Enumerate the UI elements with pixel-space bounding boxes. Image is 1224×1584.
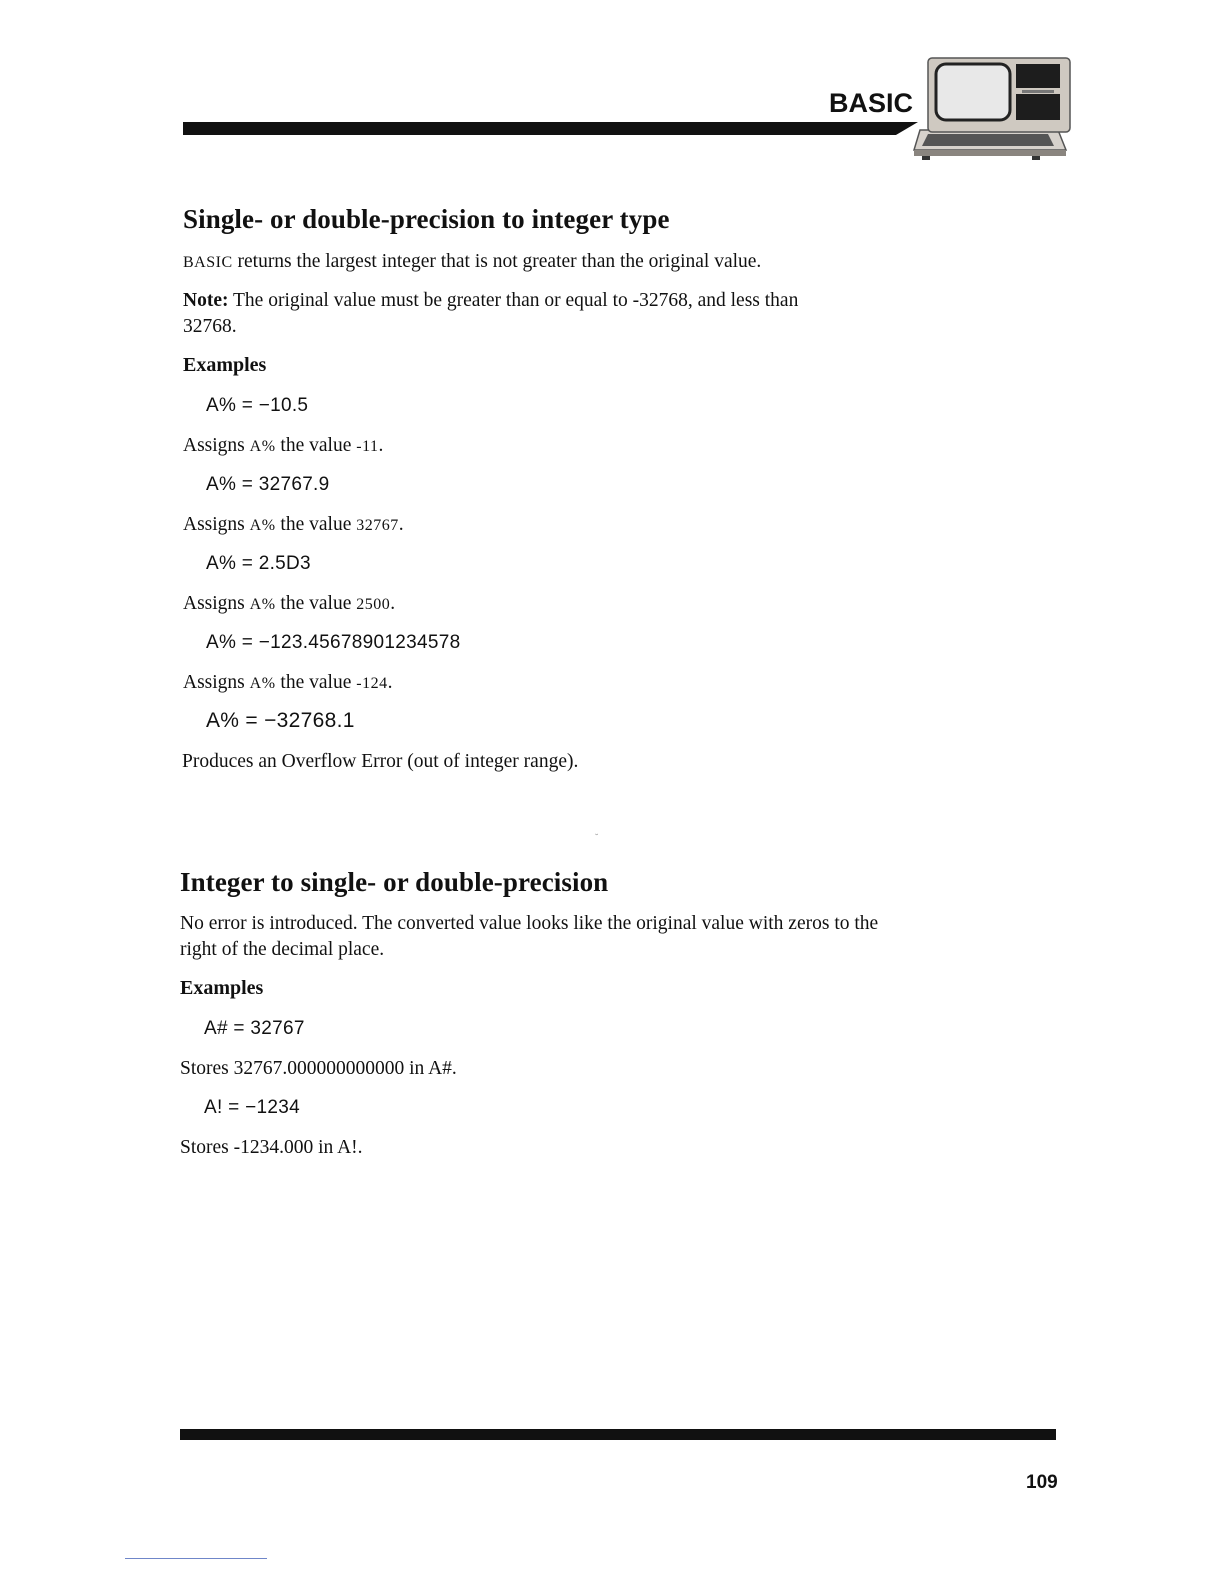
example-code: A% = −123.45678901234578 [206, 632, 461, 653]
section1-note [183, 288, 813, 340]
example-code: A% = 32767.9 [206, 474, 330, 495]
overflow-example-description: Produces an Overflow Error (out of integer range). [182, 751, 579, 772]
example-code: A# = 32767 [204, 1018, 305, 1039]
section2-intro: No error is introduced. The converted value looks like the original value with zeros to the right of the decimal place. [180, 913, 879, 960]
example-code: A% = 2.5D3 [206, 553, 311, 574]
example-description: Stores -1234.000 in A!. [180, 1137, 363, 1158]
note-text: The original value must be greater than or equal to -32768, and less than 32768. [183, 290, 799, 337]
example-description: Stores 32767.000000000000 in A#. [180, 1058, 457, 1079]
section1-intro [183, 249, 883, 276]
scan-artifact-line [125, 1558, 267, 1559]
example-description: Assigns A% the value 32767. [183, 514, 404, 535]
section2-examples-heading: Examples [180, 977, 264, 999]
example-description: Assigns A% the value 2500. [183, 593, 396, 614]
note-label: Note: [183, 290, 229, 311]
section1-examples-heading: Examples [183, 354, 267, 376]
example-code: A! = −1234 [204, 1097, 300, 1118]
example-code: A% = −10.5 [206, 395, 309, 416]
header-rule [183, 122, 918, 135]
trs80-computer-icon [908, 52, 1078, 172]
section-label: BASIC [828, 88, 913, 118]
example-description: Assigns A% the value -11. [183, 435, 384, 456]
page-number: 109 [1026, 1472, 1058, 1493]
example-description: Assigns A% the value -124. [183, 672, 393, 693]
overflow-example-code: A% = −32768.1 [206, 709, 355, 732]
basic-small-caps: BASIC [183, 254, 233, 271]
section1-intro-text: returns the largest integer that is not greater than the original value. [232, 251, 762, 272]
footer-rule [180, 1429, 1056, 1440]
section-title-integer-to-single-double: Integer to single- or double-precision [180, 867, 609, 897]
scan-speck: ˘ [595, 833, 599, 844]
section-title-single-double-to-integer: Single- or double-precision to integer type [183, 204, 670, 234]
